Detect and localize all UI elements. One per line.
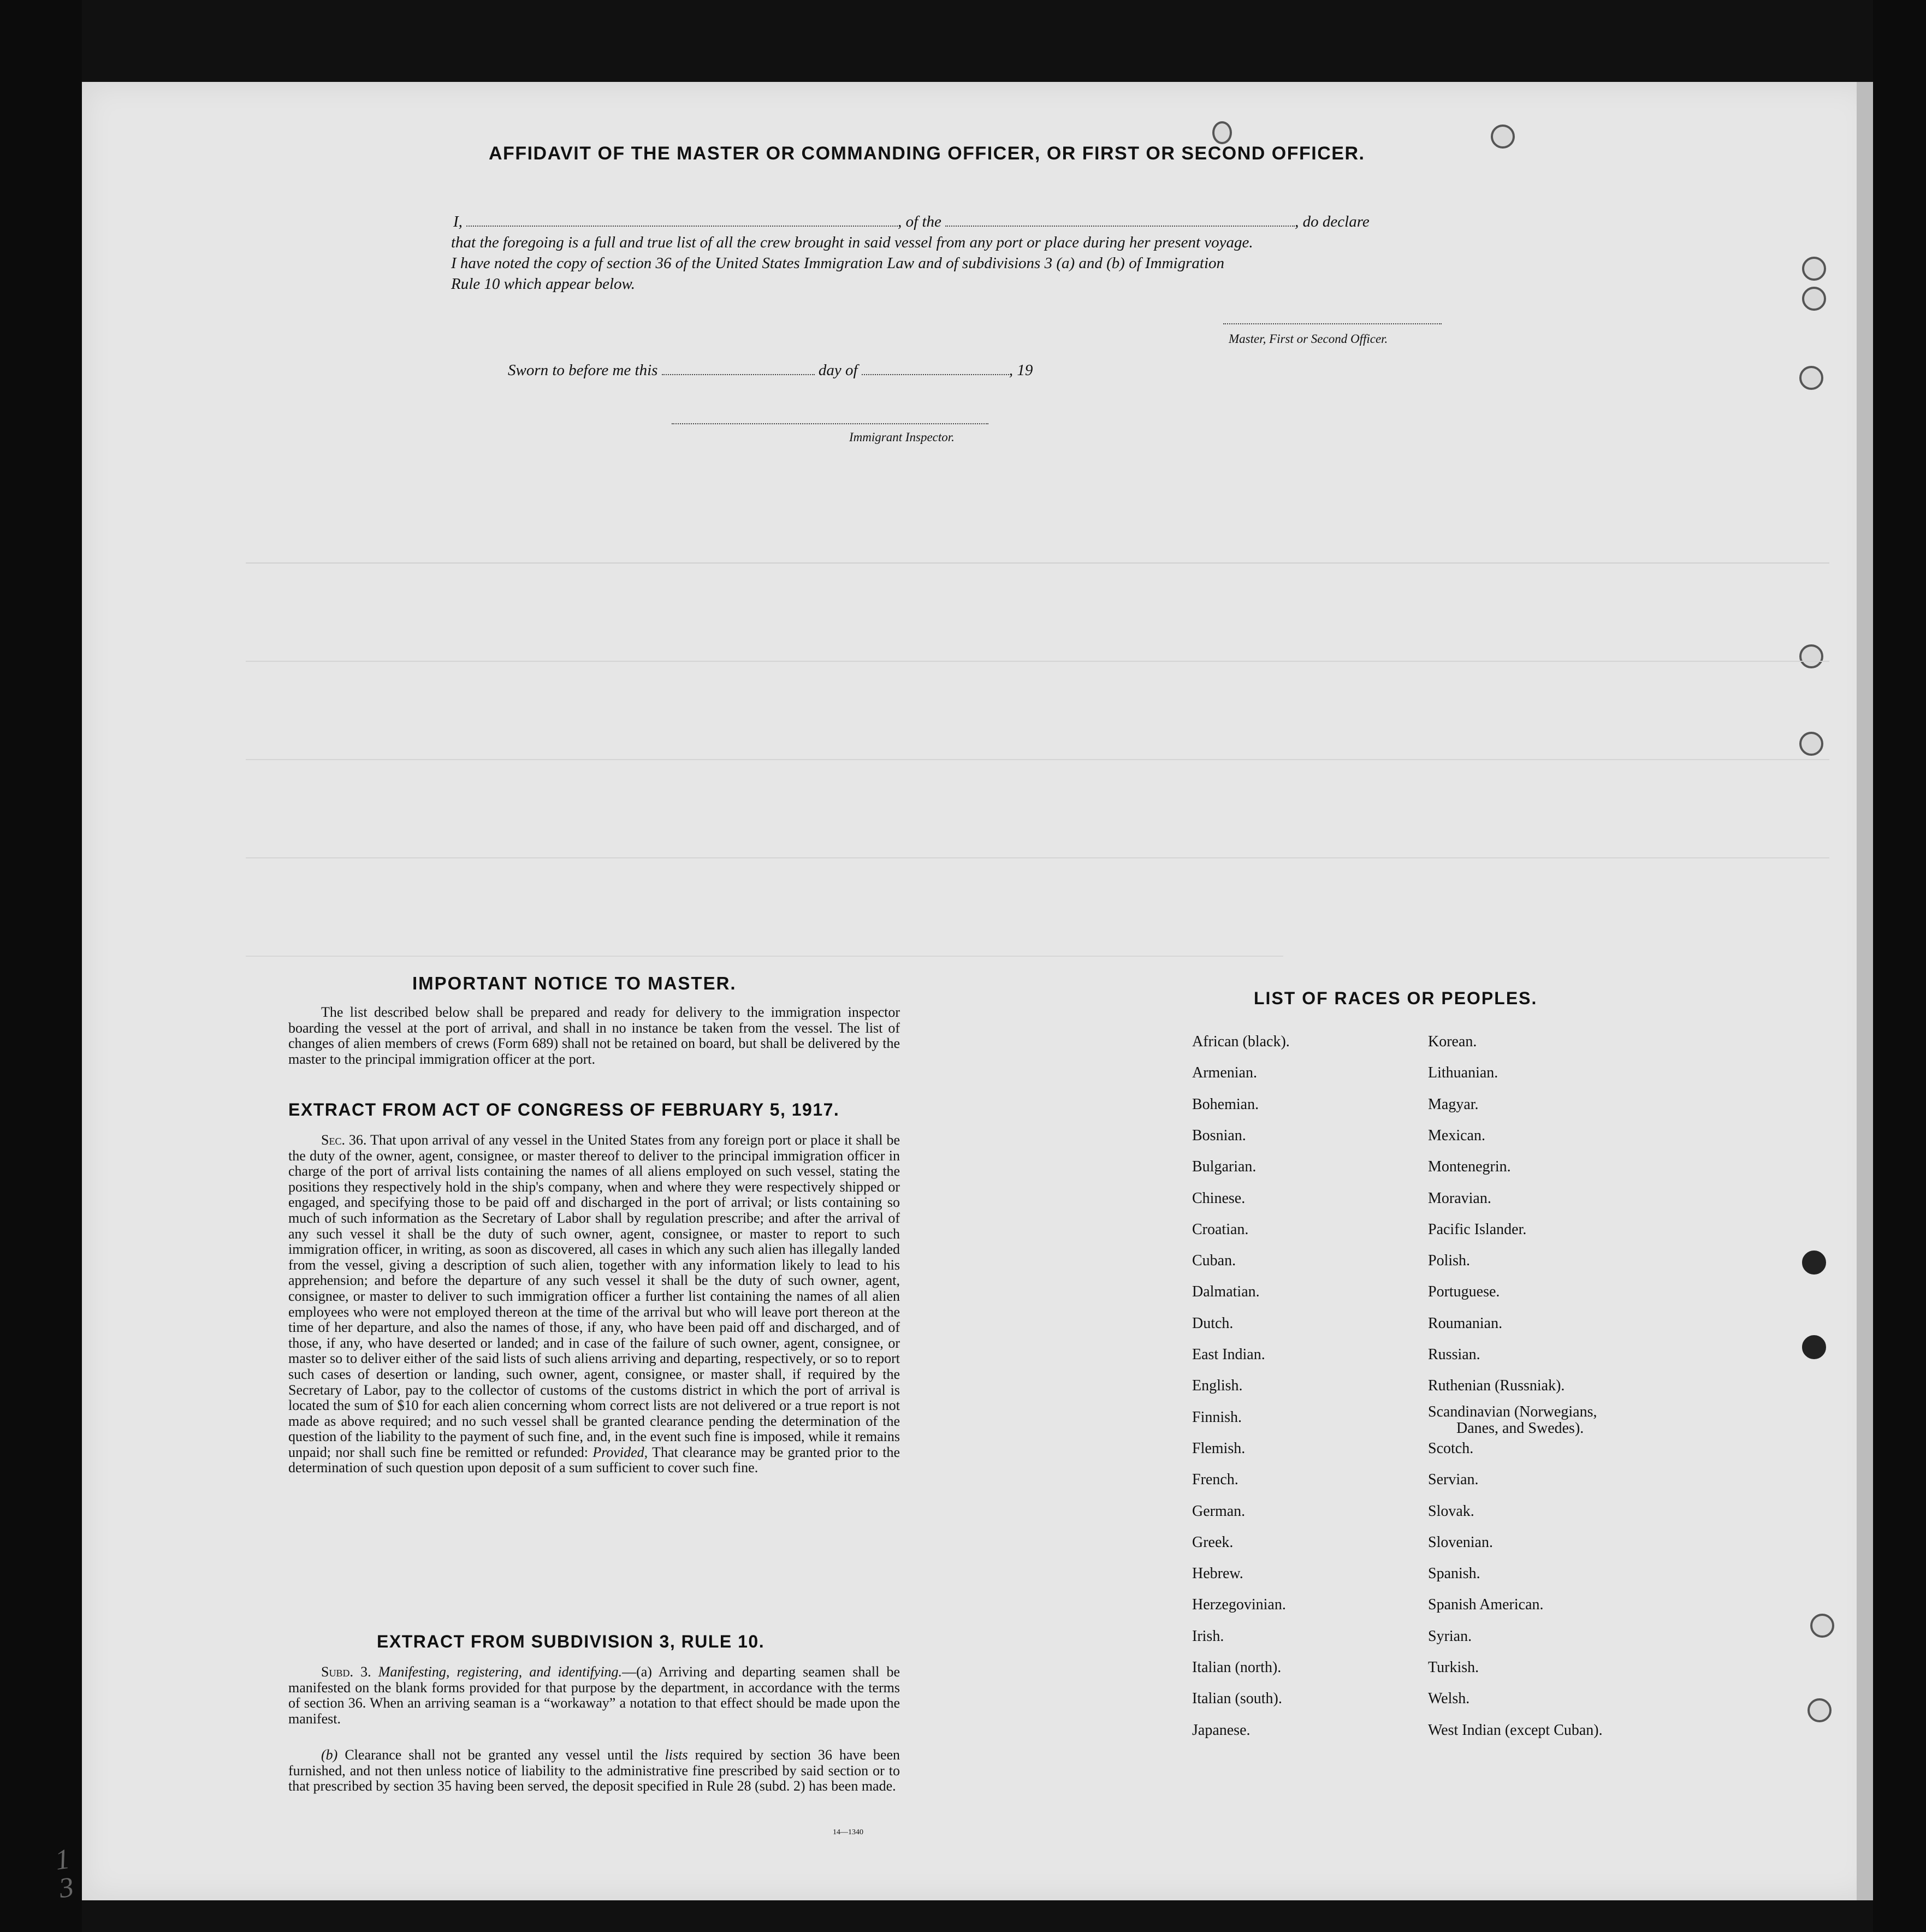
race-item: Syrian. [1428,1627,1472,1645]
master-signature-label: Master, First or Second Officer. [1229,332,1388,346]
bleed-through-rule [246,956,1283,957]
punch-hole [1810,1614,1834,1638]
notice-text: The list described below shall be prepared and ready for delivery to the immigration inspector boarding the vessel at the port of arrival, and shall in no instance be taken from the vessel. The list of changes of alien members of crews (Form 689) shall not be retained on board, but shall be delivered by the master to the principal immigration officer at the port. [288,1004,900,1067]
day-of-text: day of [818,361,858,379]
sworn-line [508,361,1033,380]
affidavit-line-4: Rule 10 which appear below. [451,275,635,293]
bleed-through-rule [246,759,1829,760]
act-body [288,1133,900,1476]
race-item: Herzegovinian. [1192,1596,1286,1614]
punch-hole [1802,1335,1826,1359]
race-item: Croatian. [1192,1220,1249,1238]
rule-b-lists: lists [665,1747,688,1763]
punch-hole [1491,125,1515,149]
rule-b-label: (b) [321,1747,338,1763]
race-item: Servian. [1428,1471,1479,1489]
race-item: Spanish. [1428,1565,1480,1583]
race-item: Magyar. [1428,1095,1479,1113]
affidavit-i: I, [453,213,463,230]
race-item: Flemish. [1192,1439,1246,1457]
bleed-through-rule [246,857,1829,858]
race-item: Dalmatian. [1192,1283,1260,1301]
races-title: LIST OF RACES OR PEOPLES. [1254,988,1538,1008]
race-item: Bohemian. [1192,1095,1259,1113]
race-item: Irish. [1192,1627,1224,1645]
race-item: Scotch. [1428,1439,1474,1457]
affidavit-title: AFFIDAVIT OF THE MASTER OR COMMANDING OFFICER, OR FIRST OR SECOND OFFICER. [489,143,1365,164]
race-item-continuation: Danes, and Swedes). [1456,1419,1584,1437]
race-item: Bulgarian. [1192,1158,1257,1176]
affidavit-line-3: I have noted the copy of section 36 of the United States Immigration Law and of subdivisions 3 (a) and (b) of Immigration [451,254,1225,272]
act-text: That upon arrival of any vessel in the United States from any foreign port or place it shall be the duty of the owner, agent, consignee, or master thereof to deliver to the principal immigration officer in charge of the port of arrival lists containing the names of all aliens employed on such vessel, stating the positions they respectively hold in the ship's company, when and where they were respectively shipped or engaged, and specifying those to be paid off and discharged in the port of arrival; or lists containing so much of such information as the Secretary of Labor shall by regulation prescribe; and after the arrival of any such vessel it shall be the duty of such owner, agent, consignee, or master to report to such immigration officer, in writing, as soon as discovered, all cases in which any such alien has illegally landed from the vessel, giving a description of such alien, together with any information likely to lead to his apprehension; and before the departure of any such vessel it shall be the duty of such owner, agent, consignee, or master to deliver to such immigration officer a further list containing the names of all alien employees who were not employed thereon at the time of the arrival but who will leave port thereon at the time of her departure, and also the names of those, if any, who have been paid off and discharged, and of those, if any, who have deserted or landed; and in case of the failure of such owner, agent, consignee, or master so to deliver either of the said lists of such aliens arriving and departing, respectively, or so to report such cases of desertion or landing, such owner, agent, consignee, or master shall, if required by the Secretary of Labor, pay to the collector of customs of the customs district in which the port of arrival is located the sum of $10 for each alien concerning whom correct lists are not delivered or a true report is not made as above required; and no such vessel shall be granted clearance pending the determination of the question of the liability to the payment of such fine, and, in the event such fine is imposed, while it remains unpaid; nor shall such fine be remitted or refunded: [288,1132,900,1460]
inspector-signature-line[interactable] [672,423,988,424]
form-number: 14—1340 [833,1828,863,1836]
punch-hole [1802,257,1826,281]
affidavit-declare: , do declare [1295,213,1370,230]
race-item: Chinese. [1192,1189,1246,1207]
rule-subd-label: Subd. 3. [321,1664,371,1680]
punch-hole [1799,732,1823,756]
document-page [82,82,1873,1900]
act-title: EXTRACT FROM ACT OF CONGRESS OF FEBRUARY 5, 1917. [288,1100,840,1119]
race-item: Welsh. [1428,1690,1470,1708]
rule-b-pre: Clearance shall not be granted any vessel until the [345,1747,658,1763]
race-item: Montenegrin. [1428,1158,1511,1176]
race-item: German. [1192,1502,1246,1520]
race-item: Scandinavian (Norwegians, [1428,1403,1597,1420]
sworn-month-blank[interactable] [862,374,1009,375]
rule-a-text: Arriving and departing seamen shall be manifested on the blank forms provided for that purpose by the department, in accordance with the terms of section 36. When an arriving seaman is a “workaway” a notation to that effect should be made upon the manifest. [288,1664,900,1727]
race-item: Lithuanian. [1428,1064,1498,1082]
bleed-through-rule [246,661,1829,662]
race-item: Korean. [1428,1033,1477,1050]
punch-hole [1802,287,1826,311]
punch-hole [1808,1698,1832,1722]
race-item: Roumanian. [1428,1314,1503,1332]
race-item: Russian. [1428,1346,1480,1363]
race-item: Polish. [1428,1252,1471,1270]
inspector-label: Immigrant Inspector. [849,430,955,444]
scan-border-left [0,0,82,1932]
affidavit-of-the: , of the [898,213,941,230]
vessel-blank[interactable] [945,226,1295,227]
race-item: Moravian. [1428,1189,1491,1207]
race-item: Bosnian. [1192,1127,1246,1144]
affidavit-line-1 [453,213,1370,231]
name-blank[interactable] [466,226,898,227]
race-item: Italian (north). [1192,1659,1282,1676]
master-signature-line[interactable] [1223,323,1442,324]
punch-hole [1212,121,1232,144]
race-item: Hebrew. [1192,1565,1243,1583]
race-item: Spanish American. [1428,1596,1544,1614]
scan-border-right [1873,0,1926,1932]
affidavit-line-2: that the foregoing is a full and true list of all the crew brought in said vessel from any port or place during her present voyage. [451,234,1253,251]
bleed-through-rule [246,562,1829,564]
punch-hole [1799,644,1823,668]
act-text-end: That clearance may be granted prior to the determination of such question upon deposit of a sum sufficient to cover such fine. [288,1444,900,1476]
race-item: Cuban. [1192,1252,1236,1270]
race-item: Greek. [1192,1533,1234,1551]
rule-body-a [288,1664,900,1727]
race-item: Dutch. [1192,1314,1234,1332]
race-item: English. [1192,1377,1243,1395]
rule-title: EXTRACT FROM SUBDIVISION 3, RULE 10. [377,1632,765,1651]
race-item: Portuguese. [1428,1283,1500,1301]
rule-body-b [288,1747,900,1794]
rule-a-label: —(a) [622,1664,652,1680]
race-item: French. [1192,1471,1238,1489]
race-item: Pacific Islander. [1428,1220,1527,1238]
race-item: Italian (south). [1192,1690,1282,1708]
notice-body [288,1005,900,1067]
sworn-text: Sworn to before me this [508,361,658,379]
rule-subd-heading: Manifesting, registering, and identifying. [378,1664,623,1680]
notice-title: IMPORTANT NOTICE TO MASTER. [412,973,737,993]
race-item: Turkish. [1428,1659,1479,1676]
race-item: Slovenian. [1428,1533,1493,1551]
punch-hole [1802,1251,1826,1275]
act-provided: Provided, [592,1444,648,1460]
page-edge [1857,82,1873,1900]
sworn-day-blank[interactable] [662,374,815,375]
rule-b-text: required by section 36 have been furnished, and not then unless notice of liability to the administrative fine prescribed by said section or to that prescribed by section 35 having been served, the deposit specified in Rule 28 (subd. 2) has been made. [288,1747,900,1794]
year-text: , 19 [1009,361,1033,379]
act-sec-label: Sec. 36. [321,1132,367,1148]
punch-hole [1799,366,1823,390]
race-item: African (black). [1192,1033,1290,1050]
race-item: East Indian. [1192,1346,1265,1363]
margin-handwriting: 1 3 [53,1843,76,1905]
race-item: West Indian (except Cuban). [1428,1721,1603,1739]
race-item: Japanese. [1192,1721,1251,1739]
race-item: Mexican. [1428,1127,1485,1144]
race-item: Armenian. [1192,1064,1257,1082]
race-item: Slovak. [1428,1502,1474,1520]
race-item: Ruthenian (Russniak). [1428,1377,1565,1395]
race-item: Finnish. [1192,1408,1242,1426]
